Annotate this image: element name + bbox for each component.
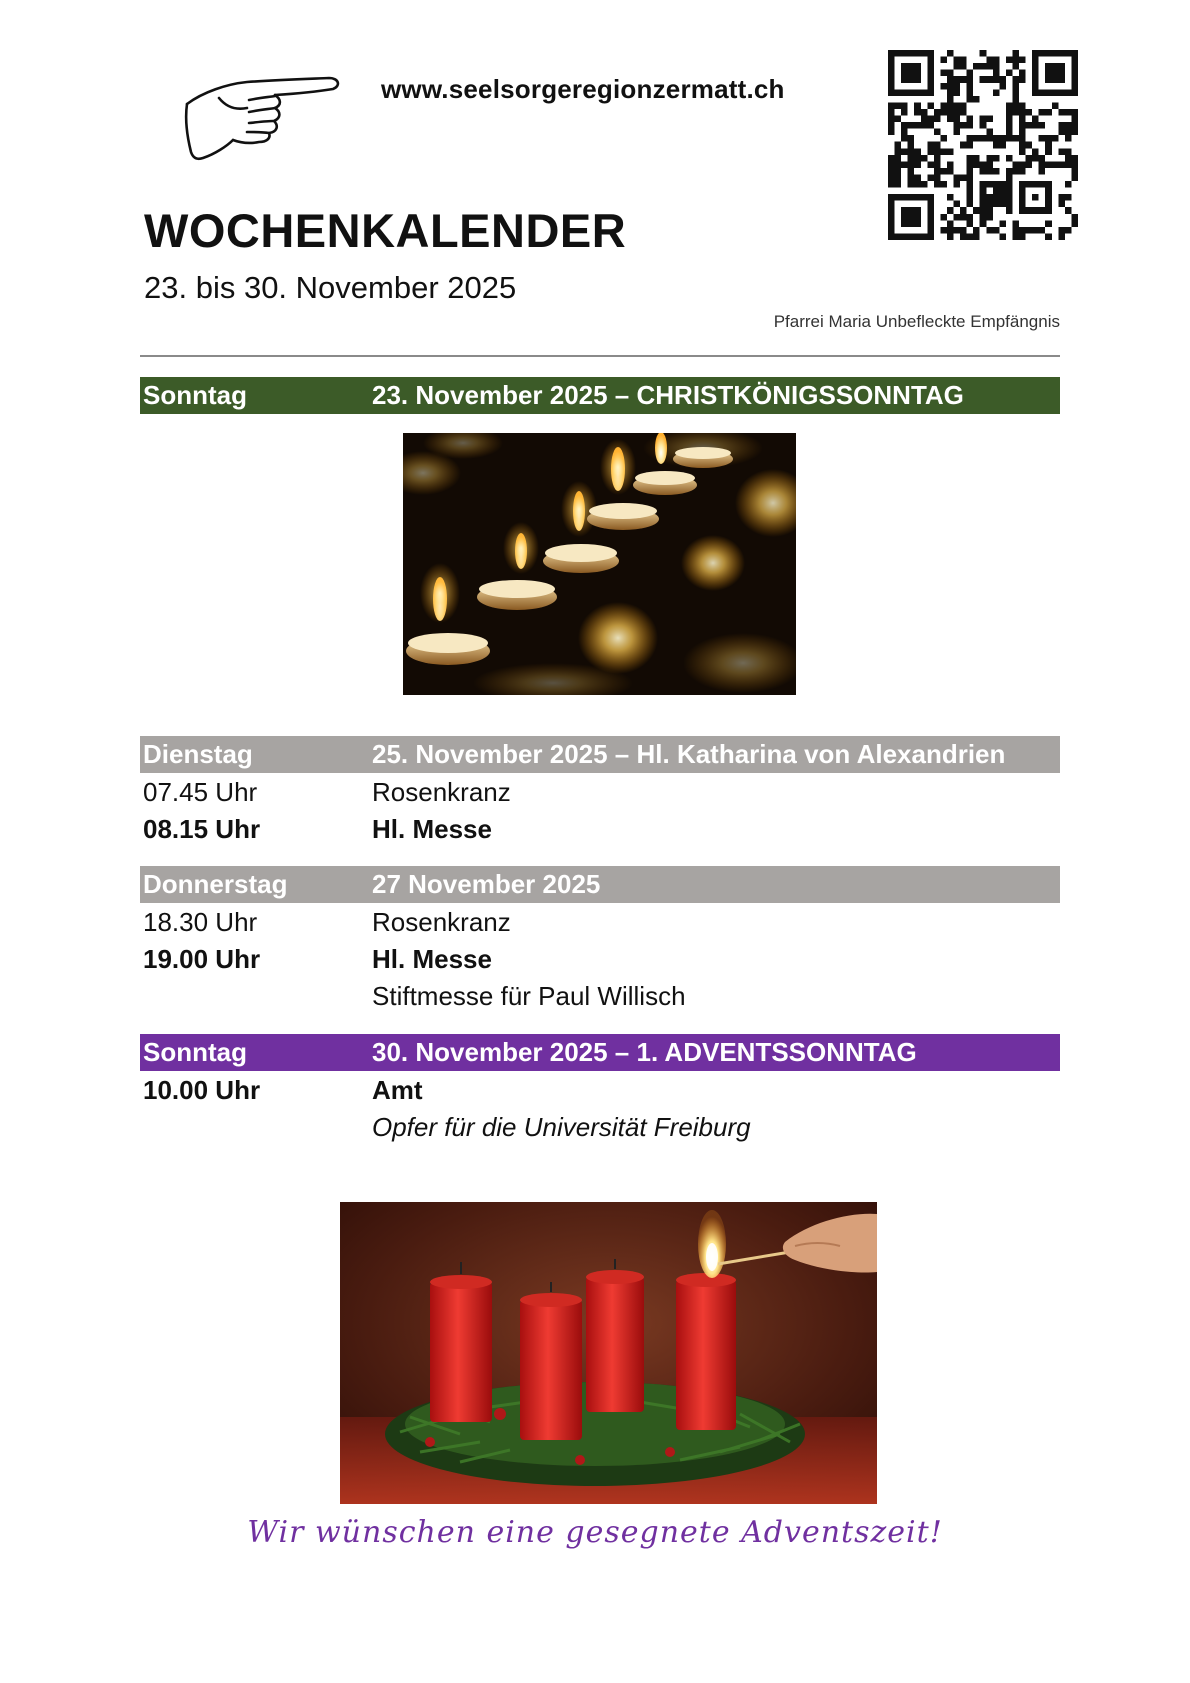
event-row [140,905,1060,941]
event-row [140,942,1060,978]
event-note: Stiftmesse für Paul Willisch [372,981,686,1011]
day-header-sunday-30 [140,1034,1060,1071]
date-range: 23. bis 30. November 2025 [144,270,517,305]
day-name: Donnerstag [143,869,288,899]
event-note: Opfer für die Universität Freiburg [372,1112,751,1142]
page-title: WOCHENKALENDER [144,204,627,257]
day-name: Dienstag [143,739,253,769]
event-time: 08.15 Uhr [143,814,261,844]
event-title: Rosenkranz [372,777,511,807]
parish-name: Pfarrei Maria Unbefleckte Empfängnis [773,312,1060,331]
event-title: Hl. Messe [372,814,492,844]
event-title: Hl. Messe [372,944,492,974]
day-header-thursday [140,866,1060,903]
pointing-hand-icon [183,74,341,164]
event-title: Amt [372,1075,423,1105]
event-row [140,812,1060,848]
candles-photo [403,433,796,695]
event-row [140,1073,1060,1109]
day-date: 27 November 2025 [372,869,601,899]
day-name: Sonntag [143,1037,247,1067]
website-url[interactable]: www.seelsorgeregionzermatt.ch [381,74,785,104]
event-time: 10.00 Uhr [143,1075,261,1105]
header-divider [140,355,1060,357]
day-name: Sonntag [143,380,247,410]
day-header-tuesday [140,736,1060,773]
day-header-sunday-23 [140,377,1060,414]
event-note-row [140,979,1060,1015]
greeting-text: Wir wünschen eine gesegnete Adventszeit! [247,1515,943,1550]
day-date: 25. November 2025 – Hl. Katharina von Alexandrien [372,739,1006,769]
event-row [140,775,1060,811]
advent-wreath-photo [340,1202,877,1504]
qr-code-icon[interactable] [888,50,1078,240]
event-time: 19.00 Uhr [143,944,261,974]
event-note-row [140,1110,1060,1146]
event-title: Rosenkranz [372,907,511,937]
day-date: 30. November 2025 – 1. ADVENTSSONNTAG [372,1037,917,1067]
event-time: 07.45 Uhr [143,777,258,807]
event-time: 18.30 Uhr [143,907,258,937]
day-date: 23. November 2025 – CHRISTKÖNIGSSONNTAG [372,380,964,410]
